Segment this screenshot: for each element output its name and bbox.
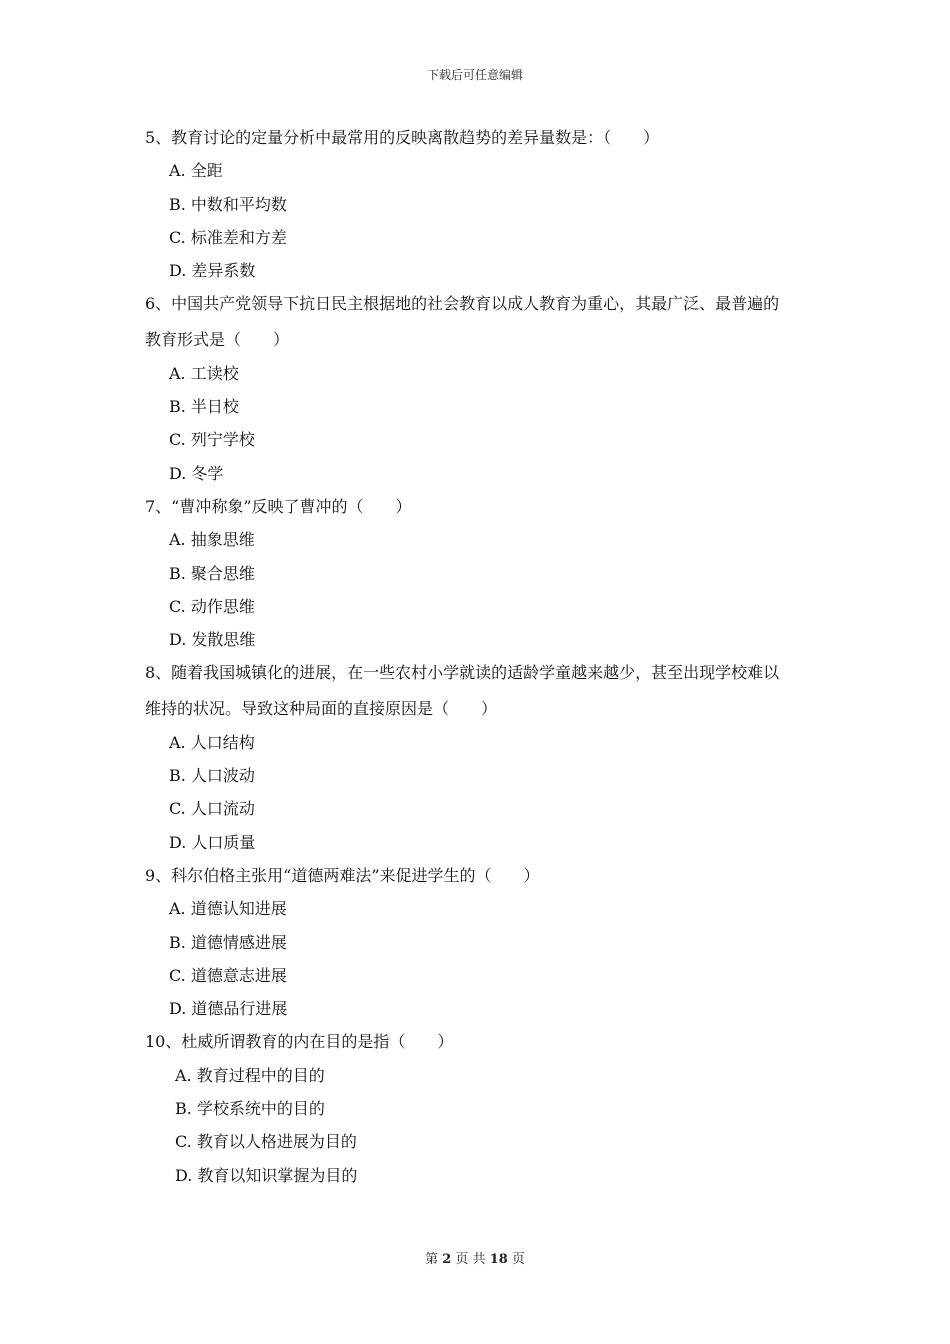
question-stem: 8、随着我国城镇化的进展，在一些农村小学就读的适龄学童越来越少，甚至出现学校难以 [145, 663, 780, 683]
current-page-number: 2 [442, 1252, 452, 1267]
question-7 [145, 493, 815, 659]
question-list [145, 124, 815, 1195]
question-stem: 9、科尔伯格主张用“道德两难法”来促进学生的（ ） [145, 865, 540, 885]
question-9 [145, 862, 815, 1028]
page-header: 下载后可任意编辑 [426, 68, 523, 82]
footer-middle: 页 共 [455, 1252, 486, 1267]
option-b: B. 学校系统中的目的 [175, 1099, 325, 1119]
option-b: B. 中数和平均数 [169, 194, 287, 214]
option-a: A. 人口结构 [169, 732, 255, 752]
question-stem: 10、杜威所谓教育的内在目的是指（ ） [145, 1032, 454, 1052]
option-d: D. 冬学 [169, 463, 224, 483]
question-6 [145, 290, 815, 492]
question-stem: 5、教育讨论的定量分析中最常用的反映离散趋势的差异量数是：（ ） [145, 128, 660, 147]
option-d: D. 差异系数 [169, 261, 256, 281]
footer-prefix: 第 [425, 1252, 439, 1267]
option-b: B. 半日校 [169, 397, 239, 417]
question-stem-continued: 教育形式是（ ） [145, 330, 290, 350]
question-10 [145, 1028, 815, 1194]
question-8 [145, 659, 815, 861]
option-a: A. 全距 [169, 161, 223, 181]
footer-suffix: 页 [511, 1252, 525, 1267]
option-d: D. 教育以知识掌握为目的 [175, 1165, 358, 1185]
option-a: A. 教育过程中的目的 [175, 1065, 325, 1085]
question-stem: 6、中国共产党领导下抗日民主根据地的社会教育以成人教育为重心，其最广泛、最普遍的 [145, 294, 780, 314]
option-a: A. 工读校 [169, 363, 239, 383]
question-5 [145, 124, 815, 290]
option-d: D. 发散思维 [169, 630, 256, 650]
option-c: C. 道德意志进展 [169, 965, 287, 985]
option-a: A. 道德认知进展 [169, 899, 287, 919]
option-b: B. 聚合思维 [169, 563, 255, 583]
page-footer [0, 1248, 950, 1267]
option-d: D. 人口质量 [169, 832, 256, 852]
option-c: C. 列宁学校 [169, 430, 255, 450]
total-page-count: 18 [489, 1252, 508, 1267]
option-b: B. 人口波动 [169, 766, 255, 786]
option-c: C. 动作思维 [169, 596, 255, 616]
option-b: B. 道德情感进展 [169, 932, 287, 952]
option-a: A. 抽象思维 [169, 530, 255, 550]
option-c: C. 人口流动 [169, 799, 255, 819]
question-stem: 7、“曹冲称象”反映了曹冲的（ ） [145, 496, 412, 516]
option-c: C. 标准差和方差 [169, 227, 287, 247]
question-stem-continued: 维持的状况。导致这种局面的直接原因是（ ） [145, 699, 498, 719]
option-c: C. 教育以人格进展为目的 [175, 1132, 357, 1152]
option-d: D. 道德品行进展 [169, 999, 288, 1019]
